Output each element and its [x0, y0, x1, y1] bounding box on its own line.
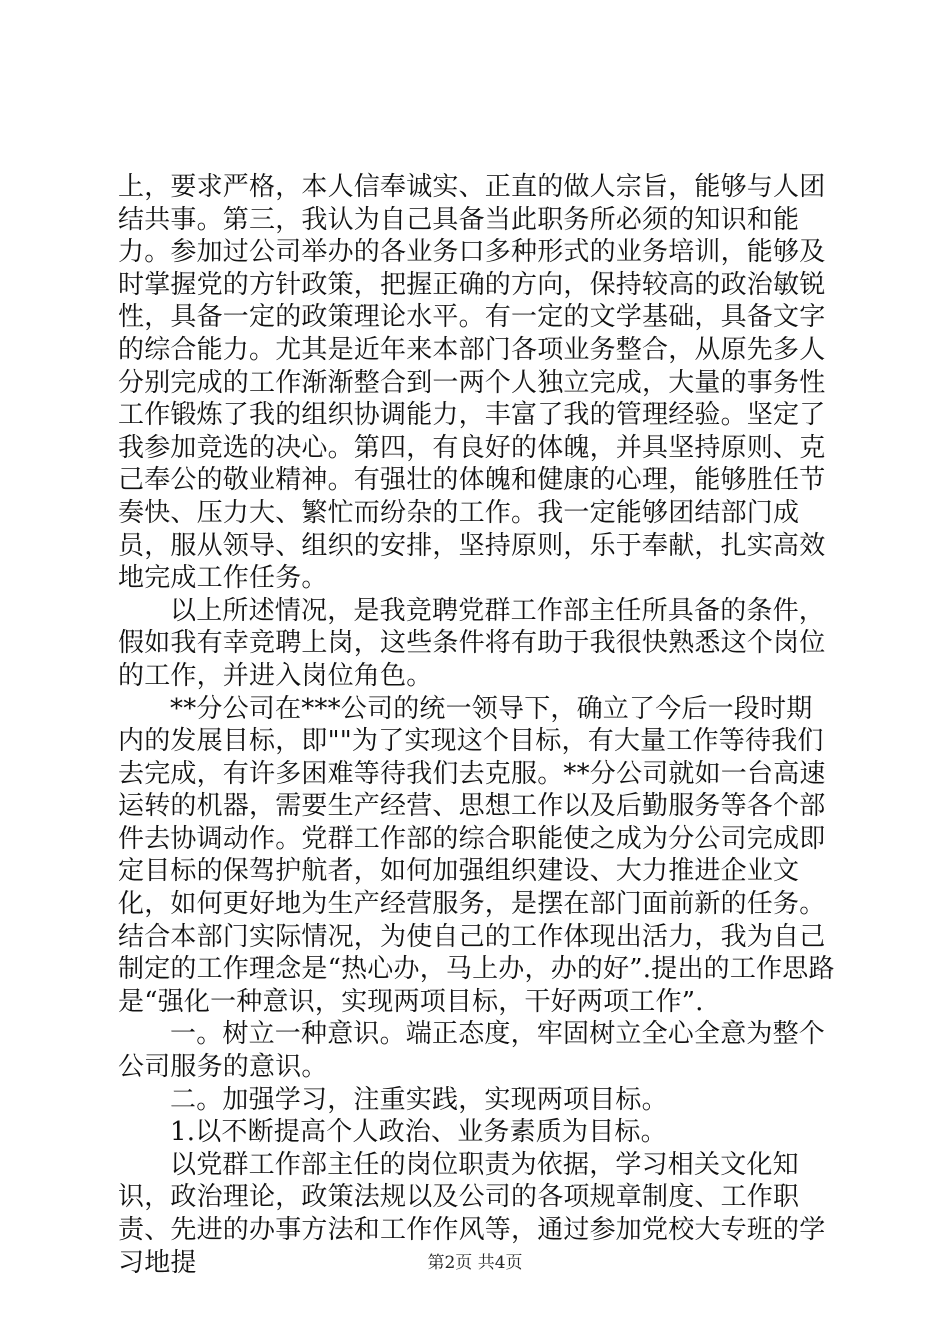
paragraph-3: **分公司在***公司的统一领导下，确立了今后一段时期内的发展目标，即""为了实现这个目标，有大量工作等待我们去完成，有许多困难等待我们去克服。**分公司就如一台高速运转的机器，需要生产经营、思想工作以及后勤服务等各个部件去协调动作。党群工作部的综合职能使之成为分公司完成即定目标的保驾护航者，如何加强组织建设、大力推进企业文化，如何更好地为生产经营服务，是摆在部门面前新的任务。结合本部门实际情况，为使自己的工作体现出活力，我为自己制定的工作理念是“热心办，马上办，办的好”.提出的工作思路是“强化一种意识，实现两项目标，干好两项工作”.: [118, 693, 835, 1017]
paragraph-6: 1.以不断提高个人政治、业务素质为目标。: [170, 1117, 667, 1148]
paragraph-7: 以党群工作部主任的岗位职责为依据，学习相关文化知识，政治理论，政策法规以及公司的各项规章制度、工作职责、先进的办事方法和工作作风等，通过参加党校大专班的学习地提: [118, 1149, 826, 1278]
paragraph-1: 上，要求严格，本人信奉诚实、正直的做人宗旨，能够与人团结共事。第三，我认为自己具备当此职务所必须的知识和能力。参加过公司举办的各业务口多种形式的业务培训，能够及时掌握党的方针政策，把握正确的方向，保持较高的政治敏锐性，具备一定的政策理论水平。有一定的文学基础，具备文字的综合能力。尤其是近年来本部门各项业务整合，从原先多人分别完成的工作渐渐整合到一两个人独立完成，大量的事务性工作锻炼了我的组织协调能力，丰富了我的管理经验。坚定了我参加竞选的决心。第四，有良好的体魄，并具坚持原则、克己奉公的敬业精神。有强壮的体魄和健康的心理，能够胜任节奏快、压力大、繁忙而纷杂的工作。我一定能够团结部门成员，服从领导、组织的安排，坚持原则，乐于奉献，扎实高效地完成工作任务。: [118, 172, 826, 594]
paragraph-4: 一。树立一种意识。端正态度，牢固树立全心全意为整个公司服务的意识。: [118, 1019, 826, 1083]
page-number-footer: 第2页 共4页: [427, 1253, 523, 1273]
document-body: [118, 171, 838, 1279]
paragraph-5: 二。加强学习，注重实践，实现两项目标。: [170, 1084, 668, 1115]
paragraph-2: 以上所述情况，是我竞聘党群工作部主任所具备的条件，假如我有幸竞聘上岗，这些条件将有助于我很快熟悉这个岗位的工作，并进入岗位角色。: [118, 595, 826, 691]
